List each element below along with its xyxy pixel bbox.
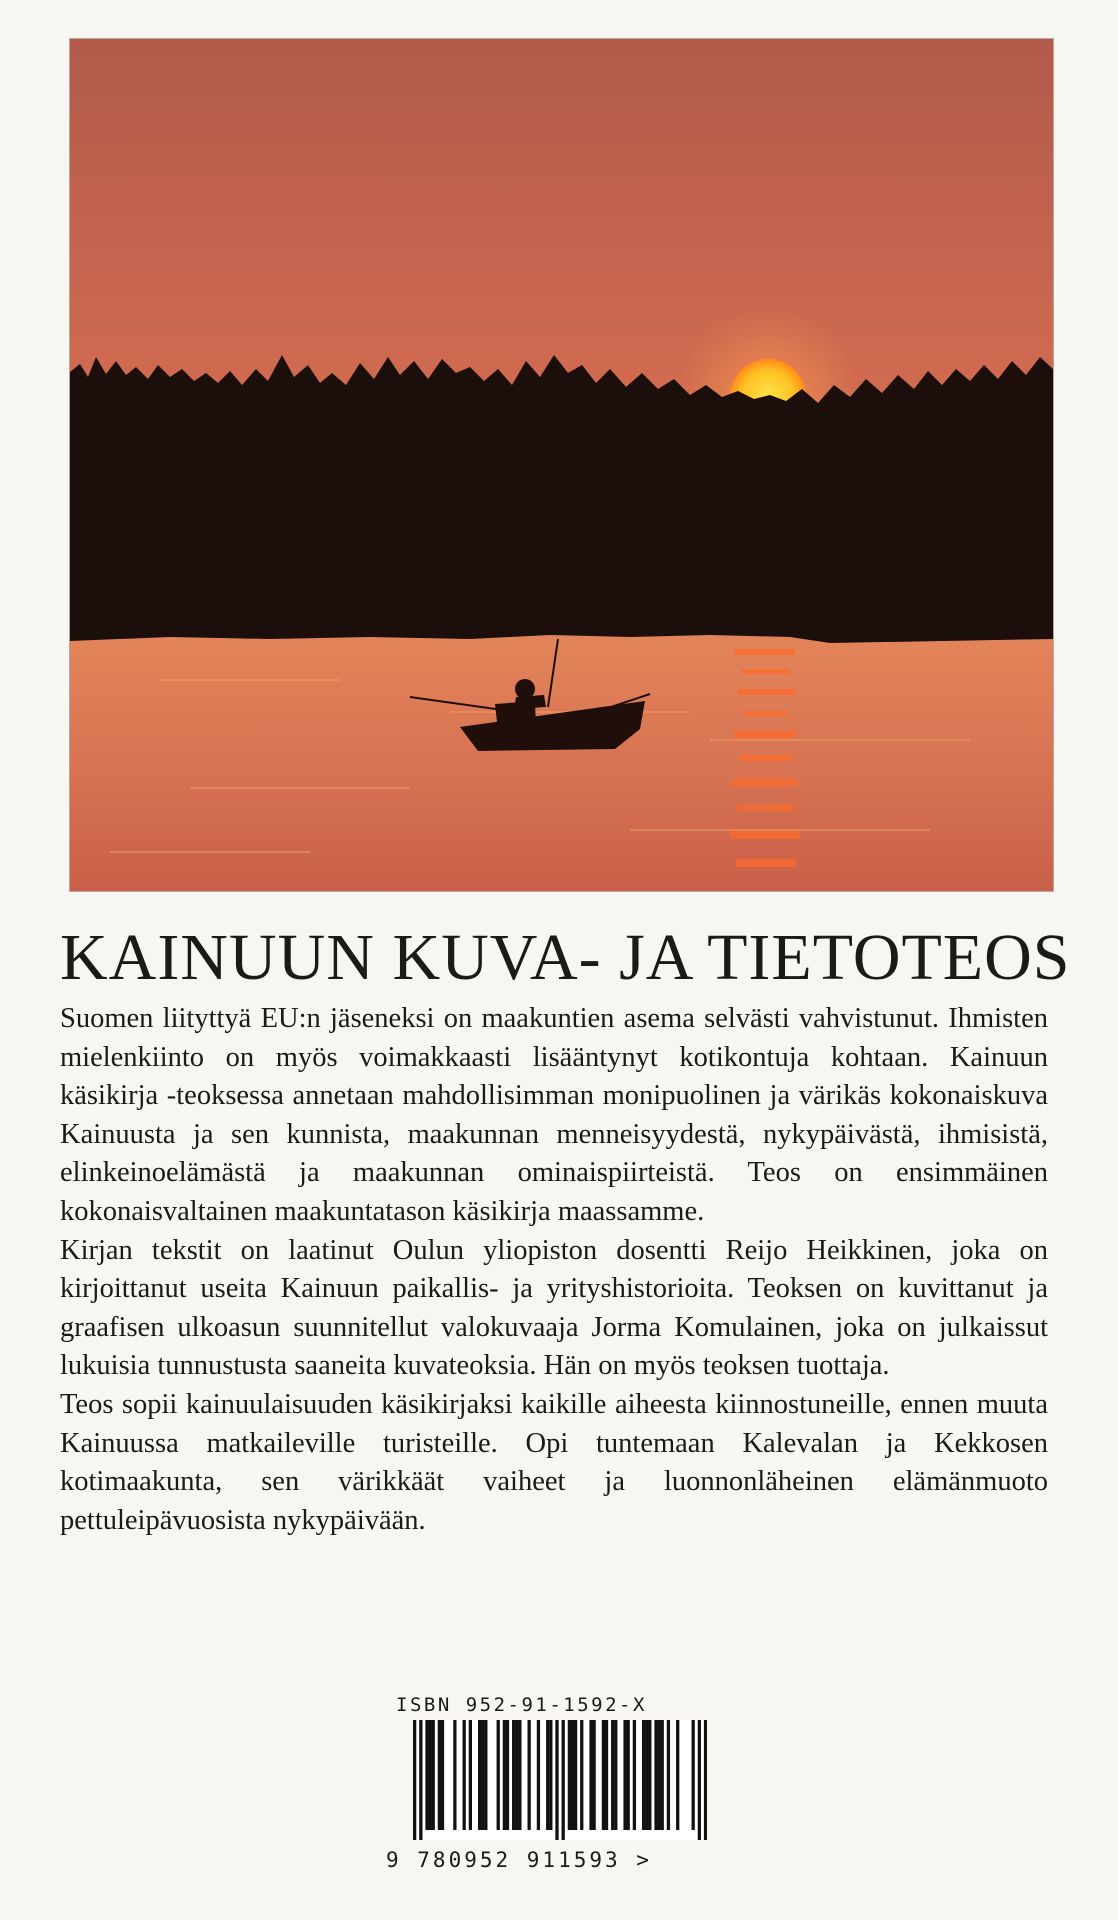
blurb-paragraph-1: Suomen liityttyä EU:n jäseneksi on maakuntien asema selvästi vahvistunut. Ihmisten mielenkiinto on myös voimakkaasti lisääntynyt kotikontuja kohtaan. Kainuun käsikirja -teoksessa annetaan mahdollisimman monipuolinen ja värikäs kokonaiskuva Kainuusta ja sen kunnista, maakunnan menneisyydestä, nykypäivästä, ihmisistä, elinkeinoelämästä ja maakunnan ominaispiirteistä. Teos on ensimmäinen kokonaisvaltainen maakuntatason käsikirja maassamme. xyxy=(60,1003,1048,1227)
barcode-bar xyxy=(589,1720,592,1830)
barcode-bar xyxy=(692,1720,695,1830)
barcode-bar xyxy=(667,1720,670,1830)
cover-photo xyxy=(69,38,1054,892)
barcode-bar xyxy=(654,1720,657,1830)
barcode-bar xyxy=(642,1720,645,1830)
barcode-bar xyxy=(484,1720,487,1830)
barcode-bar xyxy=(503,1720,506,1830)
barcode-bar xyxy=(602,1720,605,1830)
barcode-bar xyxy=(515,1720,518,1830)
barcode-bar xyxy=(698,1720,701,1840)
barcode-bar xyxy=(592,1720,595,1830)
barcode-bar xyxy=(537,1720,540,1830)
ean-number: 9 780952 911593 > xyxy=(386,1848,652,1872)
barcode-bar xyxy=(528,1720,531,1830)
barcode-bar xyxy=(562,1720,565,1840)
barcode-bar xyxy=(614,1720,617,1830)
sunset-lake-photo xyxy=(70,39,1053,891)
treeline xyxy=(70,355,1053,643)
barcode-bar xyxy=(661,1720,664,1830)
barcode-bar xyxy=(546,1720,549,1830)
barcode-bar xyxy=(568,1720,571,1830)
isbn-label: ISBN 952-91-1592-X xyxy=(396,1694,647,1716)
barcode-bar xyxy=(704,1720,707,1840)
barcode-bar xyxy=(611,1720,614,1830)
barcode-bar xyxy=(506,1720,509,1830)
barcode-bar xyxy=(580,1720,583,1830)
barcode-bar xyxy=(657,1720,660,1830)
barcode-bar xyxy=(648,1720,651,1830)
barcode-bar xyxy=(633,1720,636,1830)
barcode-bar xyxy=(441,1720,444,1830)
barcode-bar xyxy=(432,1720,435,1830)
book-title: KAINUUN KUVA- JA TIETOTEOS xyxy=(60,921,1071,994)
barcode-bar xyxy=(428,1720,431,1830)
blurb-paragraph-3: Teos sopii kainuulaisuuden käsikirjaksi kaikille aiheesta kiinnostuneille, ennen muuta Kainuussa matkaileville turisteille. Opi tuntemaan Kalevalan ja Kekkosen kotimaakunta, sen värikkäät vaiheet ja luonnonläheinen elämänmuoto pettuleipävuosista nykypäivään. xyxy=(60,1388,1048,1536)
barcode-bar xyxy=(627,1720,630,1830)
barcode-bar xyxy=(438,1720,441,1830)
barcode-bar xyxy=(478,1720,481,1830)
barcode-bar xyxy=(623,1720,626,1830)
barcode-bar xyxy=(453,1720,456,1830)
barcode-bar xyxy=(605,1720,608,1830)
barcode-bar xyxy=(425,1720,428,1830)
barcode xyxy=(413,1720,707,1840)
barcode-bar xyxy=(676,1720,679,1830)
blurb xyxy=(60,1000,1048,1540)
barcode-bar xyxy=(463,1720,466,1830)
barcode-bar xyxy=(518,1720,521,1830)
barcode-bar xyxy=(645,1720,648,1830)
barcode-bar xyxy=(419,1720,422,1840)
barcode-bar xyxy=(574,1720,577,1830)
barcode-bar xyxy=(481,1720,484,1830)
barcode-bar xyxy=(497,1720,500,1830)
barcode-bar xyxy=(555,1720,558,1840)
barcode-bar xyxy=(469,1720,472,1830)
barcode-bar xyxy=(413,1720,416,1840)
barcode-bar xyxy=(512,1720,515,1830)
barcode-bar xyxy=(571,1720,574,1830)
barcode-bar xyxy=(549,1720,552,1830)
blurb-paragraph-2: Kirjan tekstit on laatinut Oulun yliopiston dosentti Reijo Heikkinen, joka on kirjoittanut useita Kainuun paikallis- ja yrityshistorioita. Teoksen on kuvittanut ja graafisen ulkoasun suunnitellut valokuvaaja Jorma Komulainen, joka on julkaissut lukuisia tunnustusta saaneita kuvateoksia. Hän on myös teoksen tuottaja. xyxy=(60,1234,1048,1382)
